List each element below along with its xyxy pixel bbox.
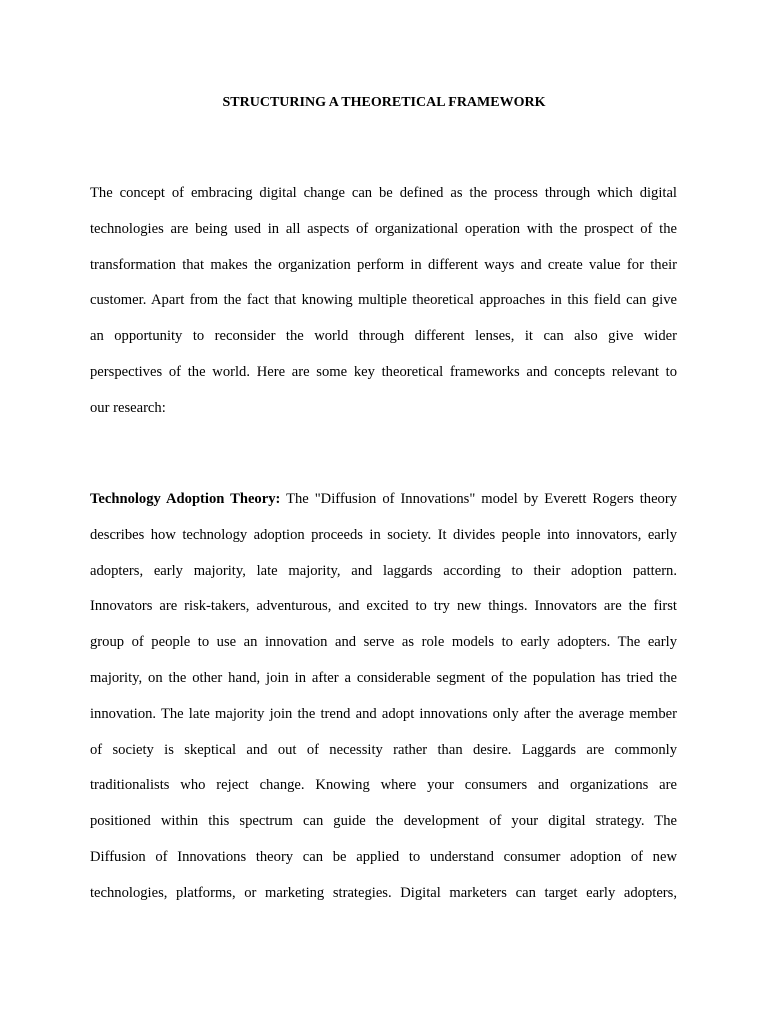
paragraph-line: adopters, early majority, late majority, and laggards according to their adoption pattern.: [90, 562, 677, 579]
paragraph-line: an opportunity to reconsider the world through different lenses, it can also give wider: [90, 328, 677, 345]
technology-adoption-paragraph: [90, 482, 677, 912]
paragraph-line: transformation that makes the organization perform in different ways and create value for their: [90, 256, 677, 273]
paragraph-text: The "Diffusion of Innovations" model by Everett Rogers theory: [280, 491, 677, 507]
paragraph-line: [90, 482, 677, 518]
paragraph-line: innovation. The late majority join the trend and adopt innovations only after the average member: [90, 705, 677, 722]
paragraph-line: The concept of embracing digital change can be defined as the process through which digital: [90, 185, 677, 201]
intro-paragraph: [90, 176, 677, 427]
paragraph-line: majority, on the other hand, join in after a considerable segment of the population has tried the: [90, 669, 677, 686]
paragraph-line: describes how technology adoption proceeds in society. It divides people into innovators, early: [90, 526, 677, 543]
paragraph-line: technologies, platforms, or marketing strategies. Digital marketers can target early adopters,: [90, 884, 677, 901]
paragraph-line: traditionalists who reject change. Knowing where your consumers and organizations are: [90, 777, 677, 794]
paragraph-line: customer. Apart from the fact that knowing multiple theoretical approaches in this field can give: [90, 292, 677, 309]
paragraph-line: our research:: [90, 399, 166, 416]
paragraph-line: perspectives of the world. Here are some key theoretical frameworks and concepts relevant to: [90, 363, 677, 380]
paragraph-line: positioned within this spectrum can guide the development of your digital strategy. The: [90, 813, 677, 830]
paragraph-line: Innovators are risk-takers, adventurous, and excited to try new things. Innovators are the first: [90, 598, 677, 615]
paragraph-line: Diffusion of Innovations theory can be applied to understand consumer adoption of new: [90, 848, 677, 865]
paragraph-line: group of people to use an innovation and serve as role models to early adopters. The early: [90, 634, 677, 651]
paragraph-line: of society is skeptical and out of necessity rather than desire. Laggards are commonly: [90, 741, 677, 758]
paragraph-line: technologies are being used in all aspects of organizational operation with the prospect of the: [90, 220, 677, 237]
section-heading-inline: Technology Adoption Theory:: [90, 491, 281, 507]
document-title: STRUCTURING A THEORETICAL FRAMEWORK: [222, 95, 546, 110]
